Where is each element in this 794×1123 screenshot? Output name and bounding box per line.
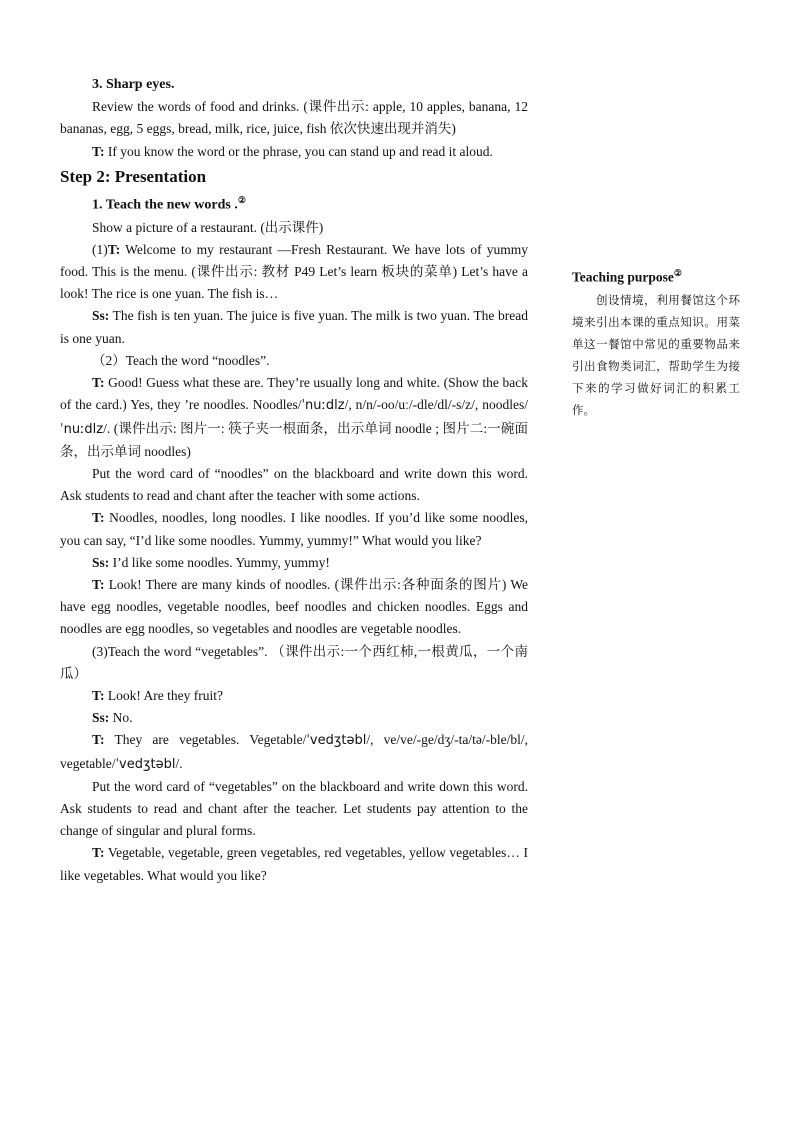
speaker-label: T: [92, 510, 105, 526]
teacher-text: Look! Are they fruit? [104, 687, 223, 703]
speaker-label: T: [92, 687, 105, 703]
students-text: The fish is ten yuan. The juice is five yuan. The milk is two yuan. The bread is one yuan. [60, 308, 528, 346]
review-paragraph [60, 96, 528, 140]
subsection-title-vegetables: (3)Teach the word “vegetables”. （课件出示:一个西红柿,一根黄瓜，一个南瓜） [60, 643, 528, 681]
lesson-plan-main [60, 74, 528, 887]
speaker-label: Ss: [92, 554, 110, 570]
teacher-line [60, 507, 528, 551]
speaker-label: T: [92, 576, 105, 592]
teacher-line: T: Good! Guess what these are. They’re usually long and white. (Show the back of the card.) Yes, they ’re noodles. Noodles/ˈnuːdlz/, n/n/-oo/uː/-dle/dl/-s/z/, noodles/ˈnuːdlz/. (课件出示: 图片一: 筷子夹一根面条，出示单词 noodle ; 图片二:一碗面条，出示单词 noodles) [60, 375, 529, 459]
speaker-label: Ss: [92, 308, 110, 324]
sidebar-body: 创设情境，利用餐馆这个环境来引出本课的重点知识。用菜单这一餐馆中常见的重要物品来引出食物类词汇，帮助学生为接下来的学习做好词汇的积累工作。 [572, 292, 740, 417]
section-heading-sharp-eyes: 3. Sharp eyes. [92, 77, 175, 92]
students-line [60, 552, 528, 574]
phonetic-transcription: ˈnuːdlz [301, 398, 345, 414]
sidebar-title: Teaching purpose② [572, 268, 682, 285]
speaker-label: Ss: [92, 710, 110, 726]
teacher-line: (1)T: Welcome to my restaurant —Fresh Restaurant. We have lots of yummy food. This is the menu. (课件出示: 教材 P49 Let’s learn 板块的菜单) Let’s have a look! The rice is one yuan. The fish is… [60, 241, 528, 302]
speaker-label: T: [92, 143, 105, 159]
teacher-text: Look! There are many kinds of noodles. (课件出示:各种面条的图片) We have egg noodles, vegetable noodles, beef noodles and chicken noodles. Eggs and noodles are egg noodles, so vegetables and noodles are vegetable noodles. [60, 576, 528, 637]
students-text: I’d like some noodles. Yummy, yummy! [109, 554, 330, 570]
speaker-label: T: [92, 732, 105, 748]
step-heading: Step 2: Presentation [60, 166, 207, 186]
teaching-purpose-sidebar [572, 262, 740, 421]
speaker-label: T: [92, 845, 105, 861]
speaker-label: T: [92, 375, 105, 391]
teacher-text: Welcome to my restaurant —Fresh Restaurant. We have lots of yummy food. This is the menu. (课件出示: 教材 P49 Let’s learn 板块的菜单) Let’s have a look! The rice is one yuan. The fish is… [60, 241, 528, 302]
teacher-line [60, 842, 528, 886]
instruction-paragraph: Put the word card of “noodles” on the blackboard and write down this word. Ask students to read and chant after the teacher with some actions. [60, 465, 528, 504]
subsection-title-noodles: （2）Teach the word “noodles”. [92, 352, 270, 368]
instruction-paragraph: Put the word card of “vegetables” on the blackboard and write down this word. Ask students to read and chant after the teacher. Let students pay attention to the change of singular and plural forms. [60, 778, 528, 839]
teacher-line [60, 574, 528, 641]
students-line [60, 707, 528, 729]
teacher-text: If you know the word or the phrase, you can stand up and read it aloud. [104, 143, 493, 159]
phonetic-transcription: ˈvedʒtəbl [306, 733, 367, 749]
teacher-line: T: They are vegetables. Vegetable/ˈvedʒtəbl/, ve/ve/-ge/dʒ/-ta/tə/-ble/bl/, vegetable/ˈvedʒtəbl/. [60, 732, 528, 772]
phonetic-transcription: ˈnuːdlz [60, 421, 104, 437]
students-line [60, 305, 528, 349]
footnote-mark: ② [673, 268, 682, 278]
speaker-label: T: [107, 241, 121, 257]
teacher-text: Noodles, noodles, long noodles. I like noodles. If you’d like some noodles, you can say, “I’d like some noodles. Yummy, yummy!” What would you like? [60, 510, 528, 548]
show-picture-line: Show a picture of a restaurant. (出示课件) [92, 219, 324, 235]
phonetic-transcription: ˈvedʒtəbl [115, 756, 176, 772]
teacher-line [60, 685, 528, 707]
subheading-teach-words: 1. Teach the new words .② [92, 194, 246, 213]
teacher-text: Vegetable, vegetable, green vegetables, red vegetables, yellow vegetables… I like vegetables. What would you like? [60, 845, 528, 883]
students-text: No. [109, 710, 133, 726]
footnote-mark: ② [237, 194, 246, 205]
teacher-line [60, 141, 528, 163]
review-text: Review the words of food and drinks. (课件出示: apple, 10 apples, banana, 12 bananas, egg, 5 eggs, bread, milk, rice, juice, fish 依次快速出现并消失) [60, 99, 528, 137]
